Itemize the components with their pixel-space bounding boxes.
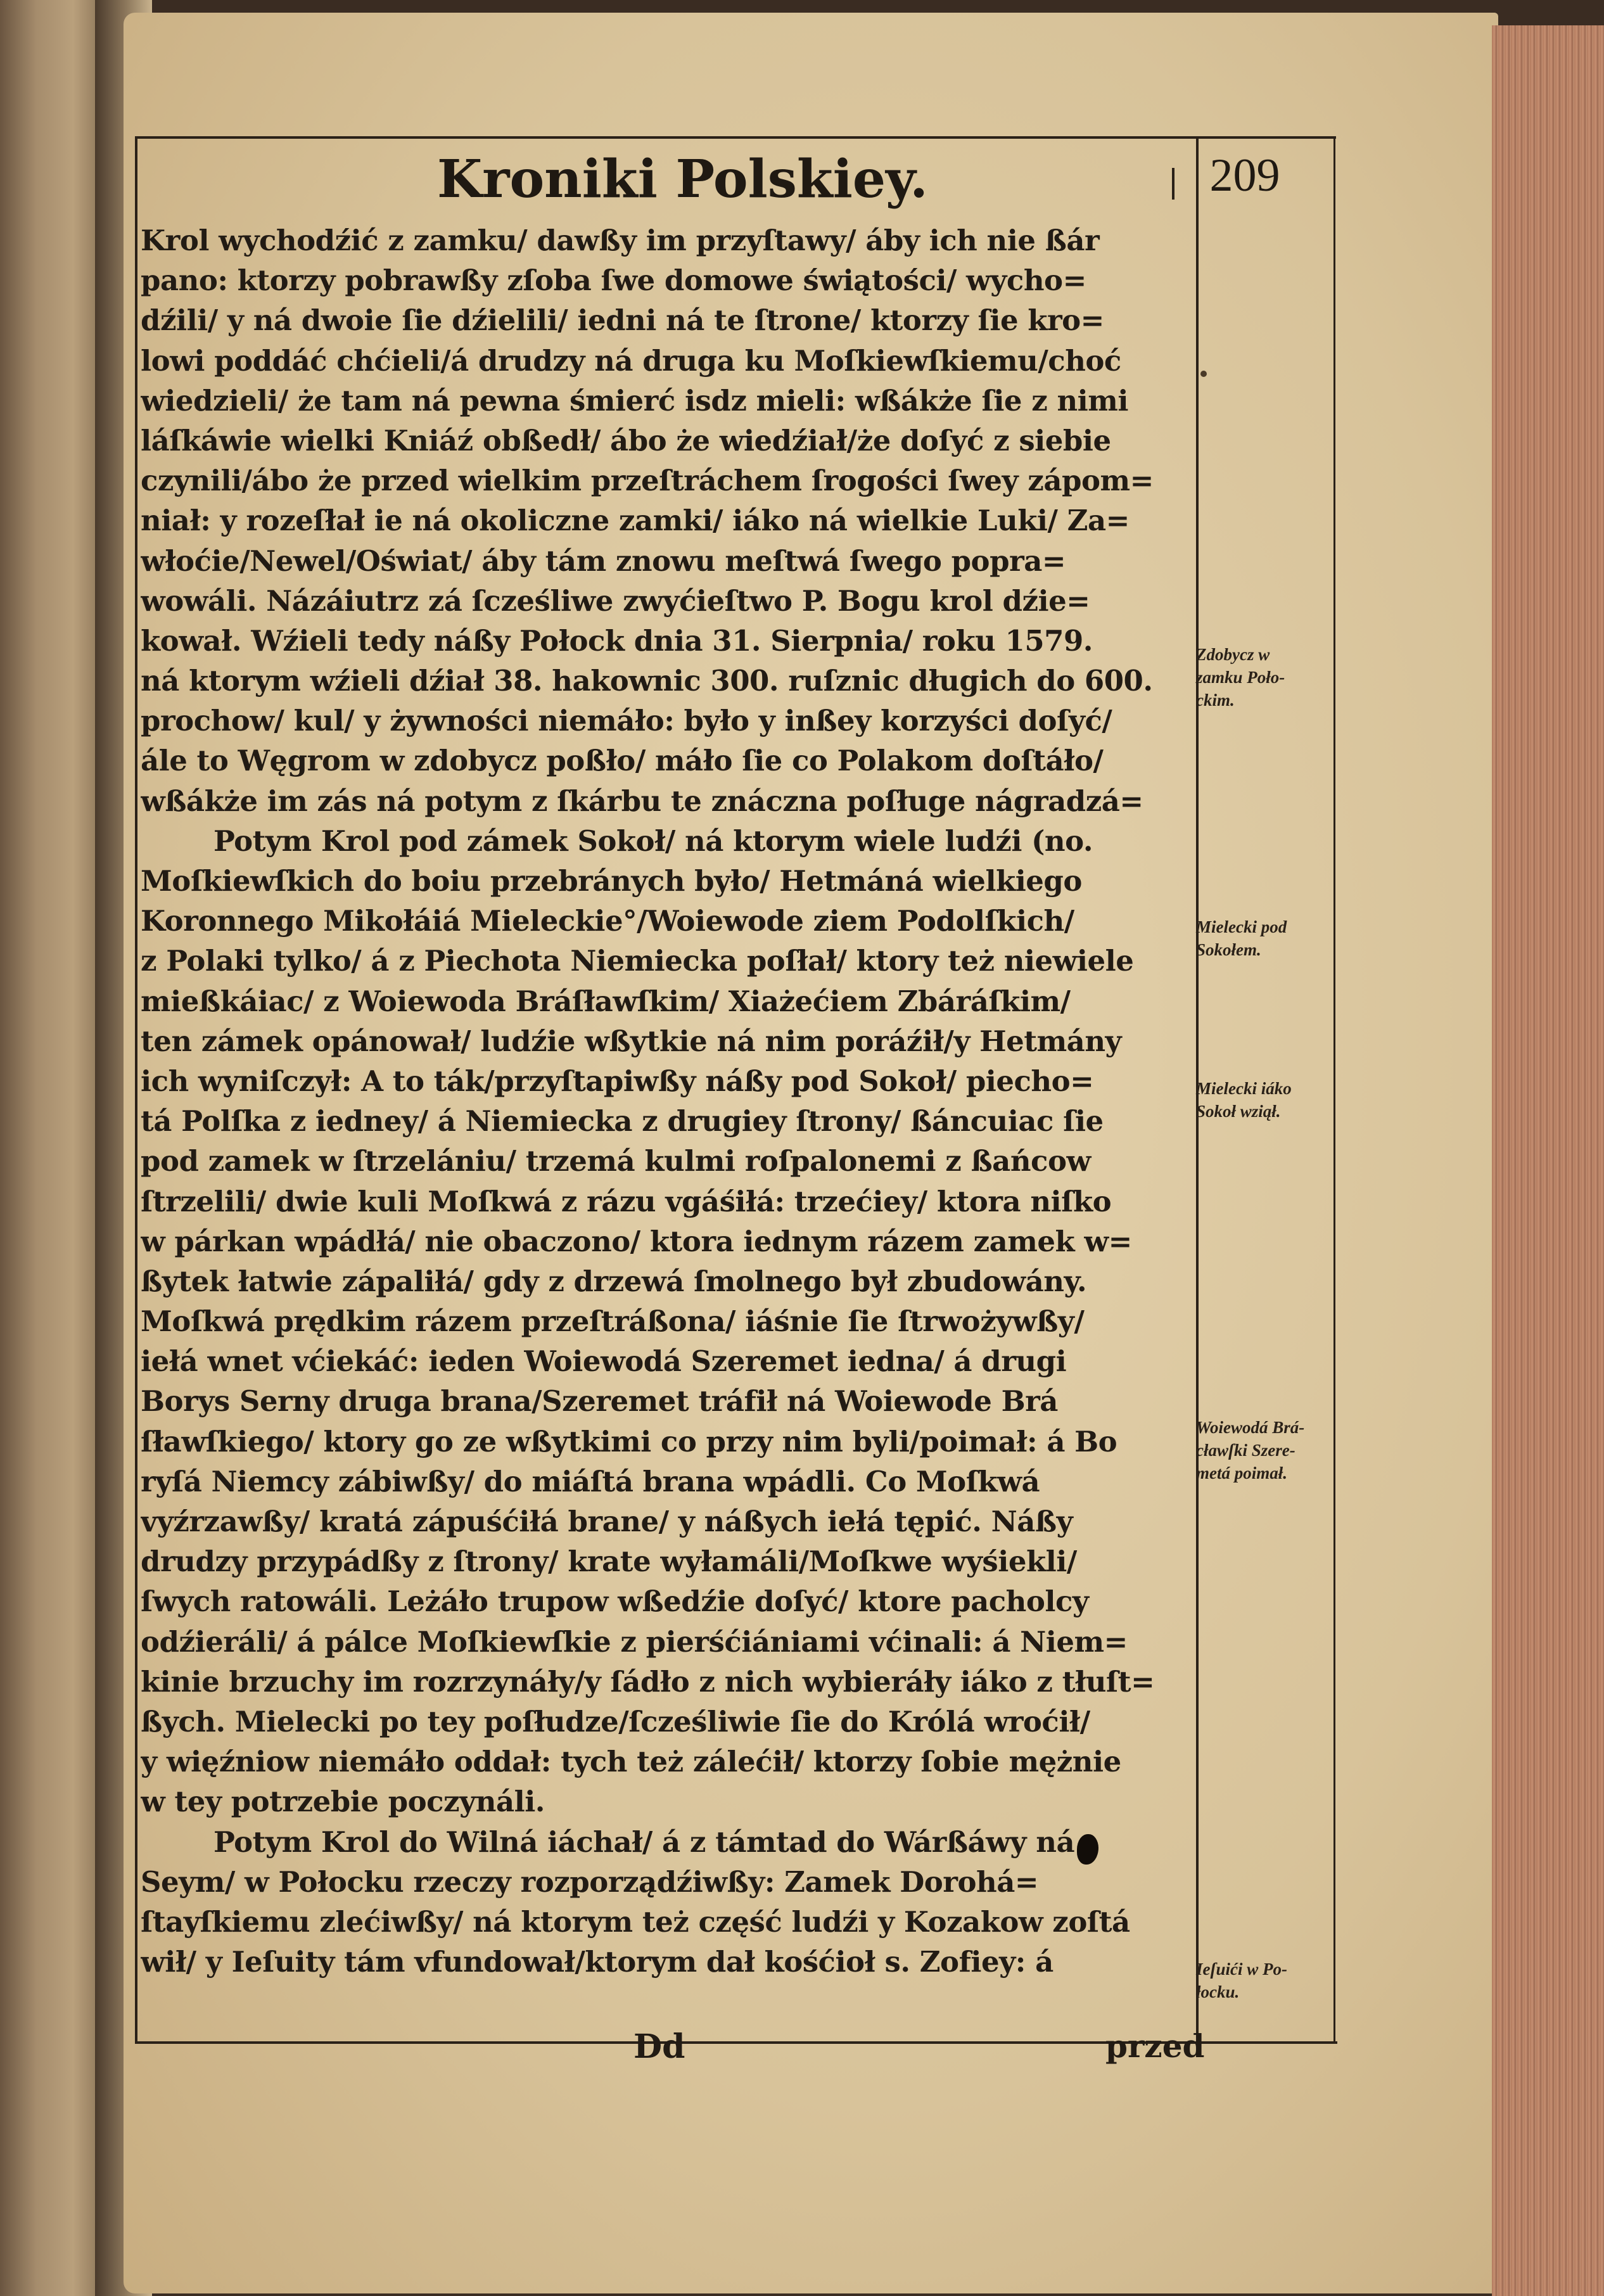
- text-line: Potym Krol pod zámek Sokoł/ ná ktorym wiele ludźi (no.: [213, 824, 1093, 858]
- margin-note-line: Mielecki pod: [1196, 917, 1287, 936]
- margin-note-sokol-taken: [1196, 1077, 1348, 1123]
- text-line: z Polaki tylko/ á z Piechota Niemiecka poſłał/ ktory też niewiele: [141, 944, 1134, 978]
- paper-spot: [1200, 371, 1207, 377]
- text-line: pod zamek w ſtrzelániu/ trzemá kulmi roſpalonemi z ßańcow: [141, 1144, 1091, 1178]
- text-line: iełá wnet vćiekáć: ieden Woiewodá Szeremet iedna/ á drugi: [141, 1344, 1067, 1379]
- margin-note-line: ckim.: [1196, 691, 1235, 710]
- text-line: Krol wychodźić z zamku/ dawßy im przyſtawy/ áby ich nie ßár: [141, 224, 1100, 257]
- text-line: wił/ y Ieſuity tám vfundował/ktorym dał kośćioł s. Zofiey: á: [141, 1945, 1053, 1979]
- text-line: Potym Krol do Wilná iáchał/ á z támtad do Wárßáwy ná: [213, 1825, 1075, 1859]
- margin-note-line: łocku.: [1196, 1982, 1240, 2001]
- text-line: ſtrzelili/ dwie kuli Moſkwá z rázu vgáśiłá: trzećiey/ ktora niſko: [141, 1184, 1112, 1218]
- text-line: drudzy przypádßy z ſtrony/ krate wyłamáli/Moſkwe wyśiekli/: [141, 1545, 1077, 1579]
- page-number: 209: [1209, 150, 1280, 201]
- text-line: czynili/ábo że przed wielkim przeſtráchem ſrogości ſwey zápom=: [141, 464, 1154, 498]
- text-line: włoćie/Newel/Oświat/ áby tám znowu meſtwá ſwego popra=: [141, 544, 1066, 578]
- body-text: [141, 220, 1205, 1982]
- text-line: Seym/ w Połocku rzeczy rozporządźiwßy: Zamek Dorohá=: [141, 1865, 1039, 1899]
- text-line: Koronnego Mikołáiá Mieleckie°/Woiewode ziem Podolſkich/: [141, 904, 1074, 938]
- text-line: Borys Serny druga brana/Szeremet tráfił ná Woiewode Brá: [141, 1384, 1058, 1419]
- running-head: Kroniki Polskiey.: [437, 149, 928, 210]
- text-line: ßytek łatwie zápaliłá/ gdy z drzewá ſmolnego był zbudowány.: [141, 1264, 1087, 1298]
- text-line: ßych. Mielecki po tey poſłudze/ſcześliwie ſie do Królá wroćił/: [141, 1704, 1090, 1738]
- text-line: odźieráli/ á pálce Moſkiewſkie z pierśćiániami vćinali: á Niem=: [141, 1624, 1128, 1659]
- margin-note-line: Ieſuići w Po-: [1196, 1960, 1287, 1979]
- page-block-edges: [1492, 25, 1604, 2296]
- text-line: wiedzieli/ że tam ná pewna śmierć isdz mieli: wßákże ſie z nimi: [141, 383, 1128, 418]
- margin-note-woiewoda: [1196, 1416, 1348, 1484]
- margin-note-line: Mielecki iáko: [1196, 1079, 1292, 1098]
- frame-rule-left: [135, 136, 137, 2043]
- margin-note-line: Sokołem.: [1196, 940, 1261, 959]
- text-line: niał: y rozeſłał ie ná okoliczne zamki/ iáko ná wielkie Luki/ Za=: [141, 504, 1130, 538]
- margin-note-zdobycz: [1196, 643, 1348, 711]
- text-line: láſkáwie wielki Kniáź obßedł/ ábo że wiedźiał/że doſyć z siebie: [141, 423, 1111, 457]
- text-line: lowi poddáć chćieli/á drudzy ná druga ku Moſkiewſkiemu/choć: [141, 343, 1121, 378]
- text-line: w tey potrzebie poczynáli.: [141, 1785, 545, 1819]
- text-line: prochow/ kul/ y żywności niemáło: było y inßey korzyści doſyć/: [141, 704, 1112, 738]
- text-line: mießkáiac/ z Woiewoda Bráſławſkim/ Xiażećiem Zbáráſkim/: [141, 984, 1071, 1018]
- text-line: tá Polſka z iedney/ á Niemiecka z drugiey ſtrony/ ßáncuiac ſie: [141, 1104, 1104, 1138]
- text-line: ich wyniſczył: A to ták/przyſtapiwßy náßy pod Sokoł/ piecho=: [141, 1064, 1094, 1098]
- text-line: ná ktorym wźieli dźiał 38. hakownic 300. ruſznic długich do 600.: [141, 664, 1153, 698]
- margin-note-line: zamku Poło-: [1196, 668, 1285, 687]
- text-line: ſtayſkiemu zlećiwßy/ ná ktorym też część ludźi y Kozakow zoſtá: [141, 1904, 1130, 1939]
- catchword: przed: [1105, 2027, 1205, 2065]
- text-line: ále to Węgrom w zdobycz poßło/ máło ſie co Polakom doſtáło/: [141, 744, 1104, 778]
- margin-note-line: Zdobycz w: [1196, 645, 1270, 664]
- text-line: Moſkiewſkich do boiu przebránych było/ Hetmáná wielkiego: [141, 864, 1082, 898]
- text-line: ſławſkiego/ ktory go ze wßytkimi co przy nim byli/poimał: á Bo: [141, 1424, 1117, 1458]
- left-page-edge: [0, 0, 105, 2296]
- text-line: wßákże im zás ná potym z ſkárbu te znáczna poſługe nágradzá=: [141, 784, 1143, 818]
- text-line: pano: ktorzy pobrawßy zſoba ſwe domowe świątości/ wycho=: [141, 264, 1086, 298]
- text-line: ſwych ratowáli. Leżáło trupow wßedźie doſyć/ ktore pacholcy: [141, 1585, 1089, 1619]
- margin-note-mielecki-sokol: [1196, 915, 1348, 961]
- text-line: Moſkwá prędkim rázem przeſtráßona/ iáśnie ſie ſtrwożywßy/: [141, 1304, 1085, 1339]
- text-line: dźili/ y ná dwoie ſie dźielili/ iedni ná te ſtrone/ ktorzy ſie kro=: [141, 303, 1104, 338]
- text-line: kinie brzuchy im rozrzynáły/y ſádło z nich wybieráły iáko z tłuſt=: [141, 1664, 1155, 1699]
- text-line: kował. Wźieli tedy náßy Połock dnia 31. Sierpnia/ roku 1579.: [141, 623, 1093, 658]
- margin-note-line: Sokoł wziął.: [1196, 1102, 1281, 1121]
- text-line: vyźrzawßy/ kratá zápuśćiłá brane/ y náßych iełá tępić. Náßy: [141, 1505, 1073, 1538]
- text-line: ryſá Niemcy zábiwßy/ do miáſtá brana wpádli. Co Moſkwá: [141, 1464, 1040, 1498]
- text-line: wowáli. Názáiutrz zá ſcześliwe zwyćieſtwo P. Bogu krol dźie=: [141, 584, 1090, 618]
- text-line: w párkan wpádłá/ nie obaczono/ ktora iednym rázem zamek w=: [141, 1224, 1132, 1258]
- margin-note-line: cławſki Szere-: [1196, 1441, 1295, 1460]
- margin-note-jesuits: [1196, 1958, 1348, 2003]
- margin-note-line: metá poimał.: [1196, 1464, 1287, 1483]
- page-number-separator: [1172, 168, 1174, 200]
- frame-rule-top: [135, 136, 1336, 139]
- text-line: y więźniow niemáło oddał: tych też zálećił/ ktorzy ſobie mężnie: [141, 1745, 1121, 1779]
- signature-mark: Dd: [633, 2027, 685, 2066]
- margin-note-line: Woiewodá Brá-: [1196, 1418, 1305, 1437]
- text-line: ten zámek opánował/ ludźie wßytkie ná nim poráźił/y Hetmány: [141, 1024, 1122, 1058]
